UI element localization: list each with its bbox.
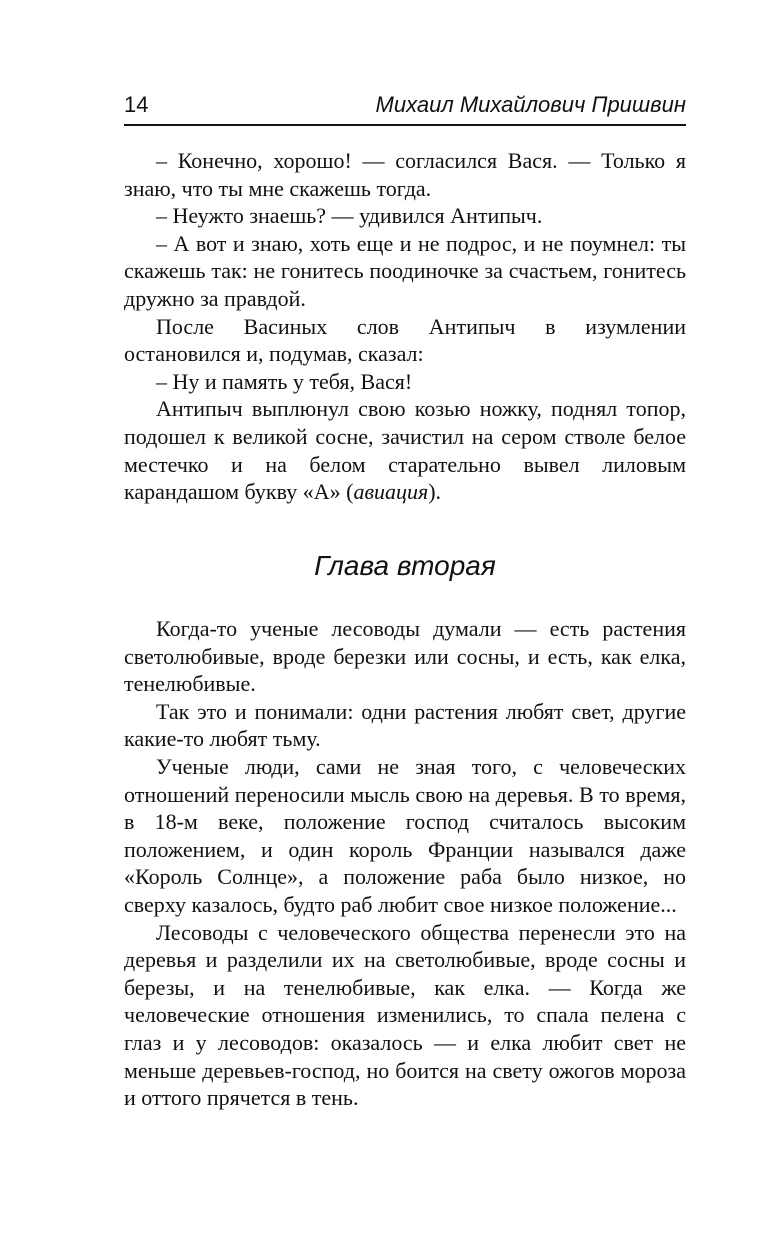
running-head-author: Михаил Михайлович Пришвин — [375, 92, 686, 117]
paragraph: – Конечно, хорошо! — согласился Вася. — Только я знаю, что ты мне скажешь тогда. — [124, 148, 686, 201]
paragraph: После Васиных слов Антипыч в изумлении остановился и, подумав, сказал: — [124, 313, 686, 367]
text-block-1 — [124, 147, 686, 506]
paragraph — [124, 395, 686, 505]
paragraph: – Ну и память у тебя, Вася! — [156, 368, 413, 394]
paragraph-text: ). — [428, 479, 442, 505]
paragraph: Лесоводы с человеческого общества перенесли это на деревья и разделили их на светолюбивые, вроде сосны и березы, и на тенелюбивые, как елка. — Когда же человеческие отношения изменились, то спала пелена с глаз и у лесоводов: оказалось — и елка любит свет не меньше деревьев-господ, но боится на свету ожогов мороза и оттого прячется в тень. — [124, 919, 686, 1111]
paragraph: Так это и понимали: одни растения любят свет, другие какие-то любят тьму. — [124, 698, 686, 752]
page-header — [124, 86, 686, 126]
paragraph: Когда-то ученые лесоводы думали — есть растения светолюбивые, вроде березки или сосны, и есть, как елка, тенелюбивые. — [124, 616, 686, 697]
text-block-2 — [124, 615, 686, 1112]
italic-term: авиация — [353, 479, 429, 505]
page-number: 14 — [124, 92, 149, 117]
paragraph: Ученые люди, сами не зная того, с человеческих отношений переносили мысль свою на деревья. В то время, в 18-м веке, положение господ считалось высоким положением, и один король Франции назывался даже «Король Солнце», а положение раба было низкое, но сверху казалось, будто раб любит свое низкое положение... — [124, 753, 686, 917]
paragraph: – А вот и знаю, хоть еще и не подрос, и не поумнел: ты скажешь так: не гонитесь поодиночке за счастьем, гонитесь дружно за правдой. — [124, 230, 686, 311]
chapter-title: Глава вторая — [314, 550, 496, 581]
paragraph: – Неужто знаешь? — удивился Антипыч. — [156, 203, 543, 229]
paragraph-text: Антипыч выплюнул свою козью ножку, поднял топор, подошел к великой сосне, зачистил на сером стволе белое местечко и на белом старательно вывел лиловым карандашом букву «А» ( — [124, 396, 686, 505]
